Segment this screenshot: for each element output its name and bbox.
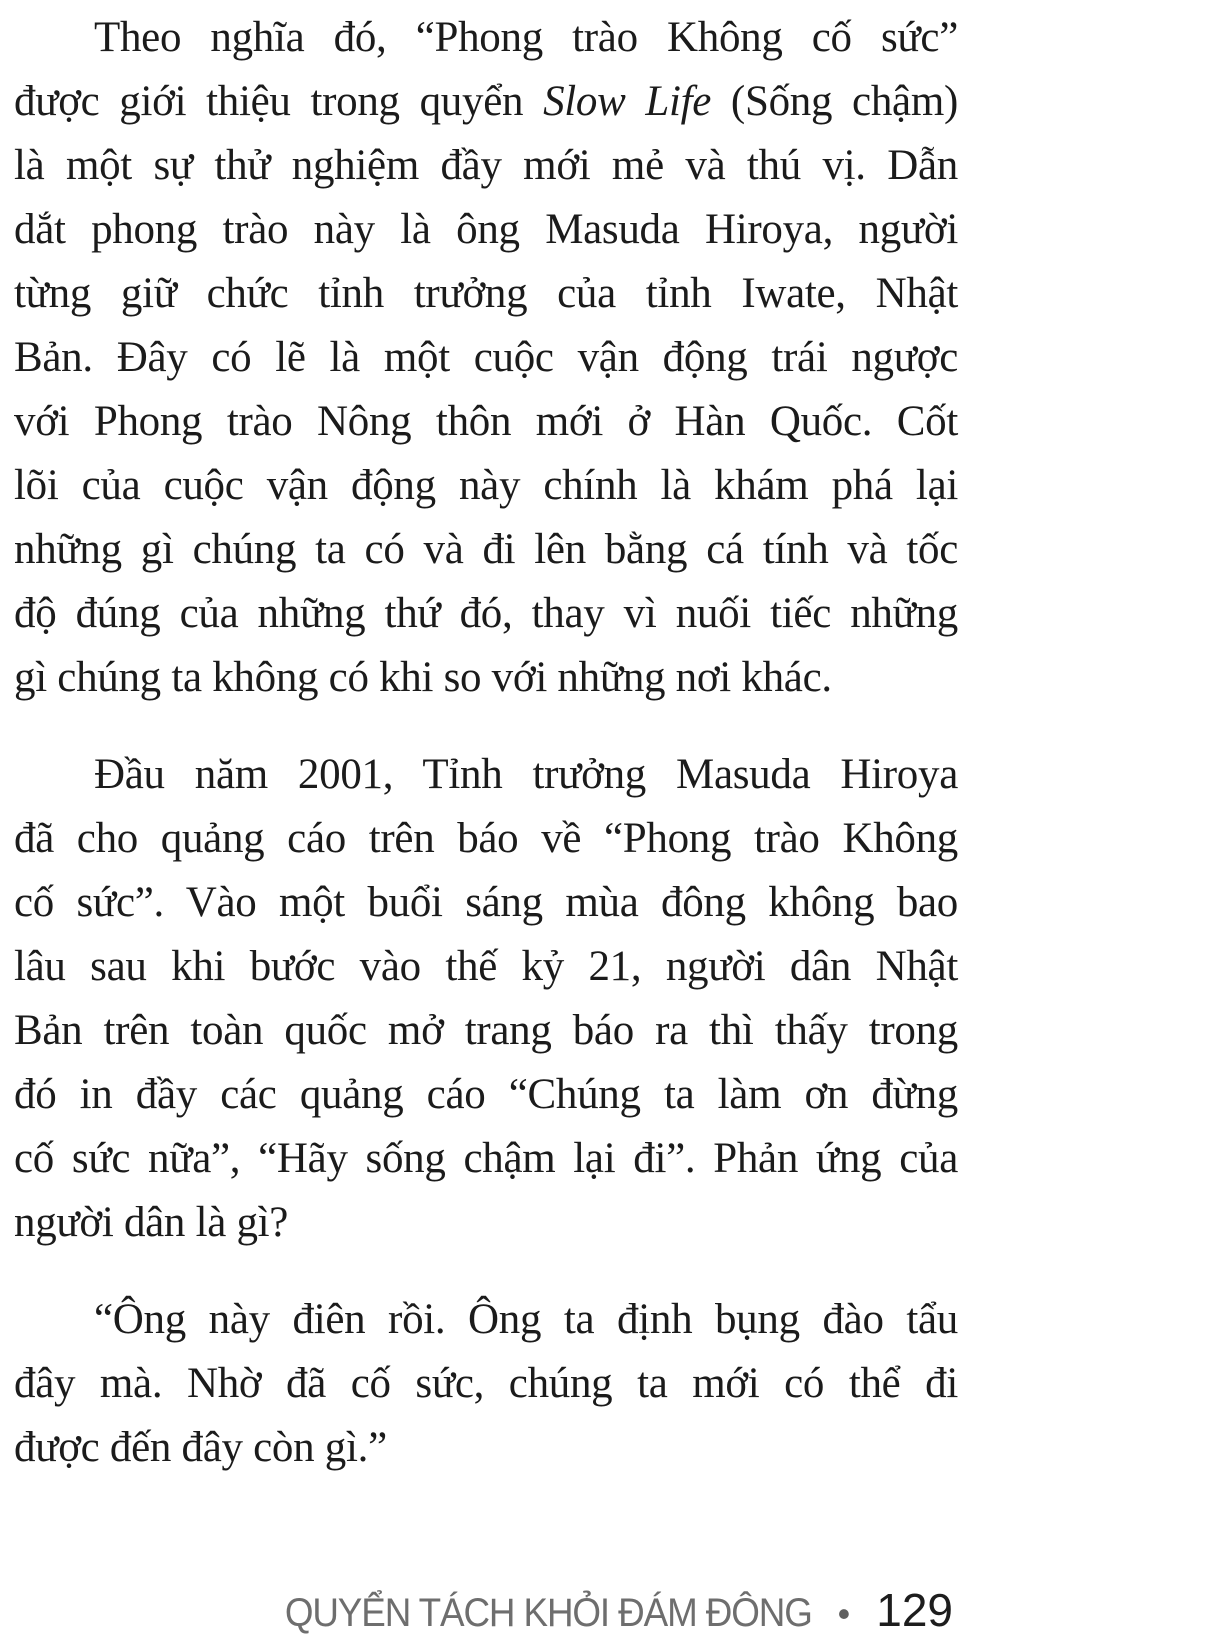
page-text xyxy=(14,6,958,1480)
text-line: dắt phong trào này là ông Masuda Hiroya, người xyxy=(14,206,958,253)
text-line: những gì chúng ta có và đi lên bằng cá tính và tốc xyxy=(14,526,958,573)
text-line: độ đúng của những thứ đó, thay vì nuối tiếc những xyxy=(14,590,958,637)
text-line: Theo nghĩa đó, “Phong trào Không cố sức” xyxy=(94,14,958,61)
paragraph xyxy=(14,743,958,1255)
paragraph xyxy=(14,1288,958,1480)
text-line: cố sức nữa”, “Hãy sống chậm lại đi”. Phản ứng của xyxy=(14,1135,958,1182)
text-line: Bản. Đây có lẽ là một cuộc vận động trái ngược xyxy=(14,334,958,381)
text-line: người dân là gì? xyxy=(14,1199,289,1246)
text-line: được giới thiệu trong quyển Slow Life (Sống chậm) xyxy=(14,78,958,125)
page-number: 129 xyxy=(876,1584,953,1636)
text-line: “Ông này điên rồi. Ông ta định bụng đào tẩu xyxy=(94,1296,958,1343)
text-line: là một sự thử nghiệm đầy mới mẻ và thú vị. Dẫn xyxy=(14,142,958,189)
text-line: đây mà. Nhờ đã cố sức, chúng ta mới có thể đi xyxy=(14,1360,958,1407)
text-line: Đầu năm 2001, Tỉnh trưởng Masuda Hiroya xyxy=(94,751,958,798)
text-line: từng giữ chức tỉnh trưởng của tỉnh Iwate, Nhật xyxy=(14,270,958,317)
text-line: đó in đầy các quảng cáo “Chúng ta làm ơn đừng xyxy=(14,1071,958,1118)
running-title: QUYỂN TÁCH KHỎI ĐÁM ĐÔNG xyxy=(284,1591,812,1635)
text-line: lâu sau khi bước vào thế kỷ 21, người dân Nhật xyxy=(14,943,958,990)
running-footer xyxy=(239,1583,953,1637)
text-line: đã cho quảng cáo trên báo về “Phong trào Không xyxy=(14,815,958,862)
text-line: được đến đây còn gì.” xyxy=(14,1424,387,1471)
text-line: Bản trên toàn quốc mở trang báo ra thì thấy trong xyxy=(14,1007,958,1054)
text-line: cố sức”. Vào một buổi sáng mùa đông không bao xyxy=(14,879,958,926)
text-line: với Phong trào Nông thôn mới ở Hàn Quốc. Cốt xyxy=(14,398,958,445)
bullet-separator-icon: • xyxy=(837,1593,851,1634)
text-line: lõi của cuộc vận động này chính là khám phá lại xyxy=(14,462,958,509)
paragraph xyxy=(14,6,958,710)
text-line: gì chúng ta không có khi so với những nơi khác. xyxy=(14,654,832,701)
